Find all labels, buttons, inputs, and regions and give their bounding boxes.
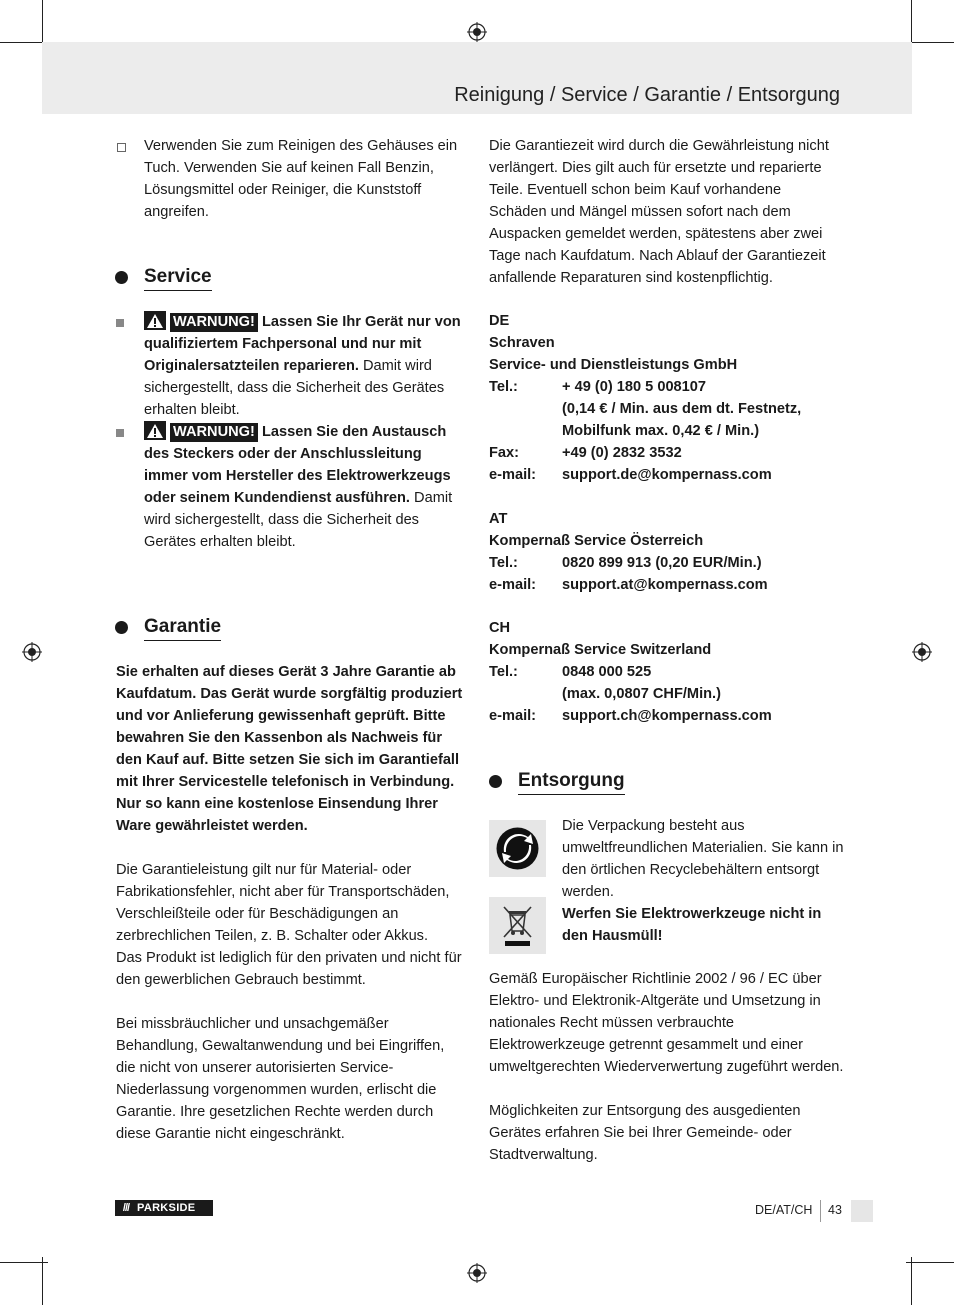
crop-mark	[42, 1257, 43, 1305]
garantie-paragraph: Bei missbräuchlicher und unsachgemäßer Behandlung, Gewaltanwendung und bei Eingriffen, die nicht von unserer autorisierten Service-Niederlassung vorgenommen wurden, erlischt die Garantie. Ihre gesetzlichen Rechte werden durch diese Garantie nicht eingeschränkt.	[116, 1016, 445, 1142]
contact-label: e-mail:	[489, 467, 537, 483]
registration-mark-icon	[22, 642, 42, 662]
disposal-section	[489, 968, 844, 1166]
crop-mark	[42, 0, 43, 48]
weee-warning	[562, 903, 832, 947]
registration-mark-icon	[912, 642, 932, 662]
service-warning-1	[144, 311, 466, 421]
crop-mark	[0, 1262, 48, 1263]
parkside-logo: /// PARKSIDE	[115, 1200, 213, 1216]
contact-note: Mobilfunk max. 0,42 € / Min.)	[562, 423, 760, 439]
warning-triangle-icon	[144, 421, 166, 440]
garantie-heading: Garantie	[144, 616, 221, 641]
garantie-paragraph: Das Produkt ist lediglich für den privaten und nicht für den gewerblichen Gebrauch bestimmt.	[116, 950, 462, 988]
contact-email: support.ch@kompernass.com	[562, 708, 772, 724]
contact-label: e-mail:	[489, 577, 537, 593]
warning-triangle-icon	[144, 311, 166, 330]
page-title: Reinigung / Service / Garantie / Entsorgung	[454, 84, 840, 106]
crop-mark	[911, 1257, 912, 1305]
section-bullet	[115, 271, 128, 284]
warning-text: Damit wird sichergestellt, dass die Sicherheit des Gerätes erhalten bleibt.	[144, 490, 453, 550]
contact-label: Fax:	[489, 445, 520, 461]
contact-name: Schraven	[489, 335, 555, 351]
warning-label: WARNUNG!	[170, 313, 258, 332]
garantie-section	[116, 661, 466, 1145]
warning-text: Damit wird sichergestellt, dass die Sicherheit des Gerätes erhalten bleibt.	[144, 358, 445, 418]
contact-de	[489, 310, 859, 486]
contact-phone: + 49 (0) 180 5 008107	[562, 379, 707, 395]
page-tab	[851, 1200, 873, 1222]
service-heading: Service	[144, 266, 212, 291]
contact-phone: 0848 000 525	[562, 664, 652, 680]
contact-label: Tel.:	[489, 379, 518, 395]
list-bullet	[117, 143, 126, 152]
list-bullet	[116, 319, 124, 327]
warning-bold-text: Lassen Sie Ihr Gerät nur von qualifiziertem Fachpersonal und nur mit Originalersatzteilen reparieren.	[144, 314, 461, 374]
crossed-bin-icon	[489, 897, 546, 954]
contact-note: (0,14 € / Min. aus dem dt. Festnetz,	[562, 401, 802, 417]
cleaning-text: Verwenden Sie zum Reinigen des Gehäuses ein Tuch. Verwenden Sie auf keinen Fall Benzin, Lösungsmittel oder Reiniger, die Kunststoff angreifen.	[144, 138, 458, 220]
garantie-continuation	[489, 135, 841, 289]
brand-name: PARKSIDE	[137, 1202, 196, 1214]
contact-ch	[489, 617, 859, 727]
crop-mark	[906, 1262, 954, 1263]
page-number: 43	[828, 1203, 842, 1217]
contact-name: Kompernaß Service Switzerland	[489, 642, 712, 658]
garantie-paragraph: Die Garantieleistung gilt nur für Material- oder Fabrikationsfehler, nicht aber für Transportschäden, Verschleißteile oder für Beschädigungen an zerbrechlichen Teilen, z. B. Schalter oder Akkus.	[116, 862, 450, 944]
registration-mark-icon	[467, 1263, 487, 1283]
contact-name: Kompernaß Service Österreich	[489, 533, 704, 549]
contact-country: DE	[489, 313, 510, 329]
cleaning-instruction	[144, 135, 466, 223]
recycle-icon	[489, 820, 546, 877]
contact-email: support.at@kompernass.com	[562, 577, 768, 593]
service-warning-2	[144, 421, 466, 553]
section-bullet	[115, 621, 128, 634]
garantie-bold-text: Sie erhalten auf dieses Gerät 3 Jahre Garantie ab Kaufdatum. Das Gerät wurde sorgfältig produziert und vor Anlieferung gewissenhaft geprüft. Bitte bewahren Sie den Kassenbon als Nachweis für den Kauf auf. Bitte setzen Sie sich im Garantiefall mit Ihrer Servicestelle telefonisch in Verbindung. Nur so kann eine kostenlose Einsendung Ihrer Ware gewährleistet werden.	[116, 664, 463, 834]
directive-text: Gemäß Europäischer Richtlinie 2002 / 96 / EC über Elektro- und Elektronik-Altgeräte und Umsetzung in nationales Recht müssen verbrauchte Elektrowerkzeuge getrennt gesammelt und einer umweltgerechten Wiederverwertung zugeführt werden.	[489, 971, 844, 1075]
recycle-info	[562, 815, 847, 903]
list-bullet	[116, 429, 124, 437]
contact-label: Tel.:	[489, 664, 518, 680]
contact-country: CH	[489, 620, 511, 636]
footer-divider	[820, 1200, 821, 1222]
contact-label: Tel.:	[489, 555, 518, 571]
contact-phone: 0820 899 913 (0,20 EUR/Min.)	[562, 555, 762, 571]
contact-country: AT	[489, 511, 508, 527]
contact-label: e-mail:	[489, 708, 537, 724]
recycle-text: Die Verpackung besteht aus umweltfreundlichen Materialien. Sie kann in den örtlichen Recyclebehältern entsorgt werden.	[562, 818, 844, 900]
registration-mark-icon	[467, 22, 487, 42]
crop-mark	[906, 42, 954, 43]
contact-email: support.de@kompernass.com	[562, 467, 772, 483]
contact-at	[489, 508, 859, 596]
warning-label: WARNUNG!	[170, 423, 258, 442]
disposal-text: Möglichkeiten zur Entsorgung des ausgedienten Gerätes erfahren Sie bei Ihrer Gemeinde- oder Stadtverwaltung.	[489, 1103, 801, 1163]
contact-note: (max. 0,0807 CHF/Min.)	[562, 686, 721, 702]
warning-bold-text: Lassen Sie den Austausch des Steckers oder der Anschlussleitung immer vom Hersteller des Elektrowerkzeugs oder seinem Kundendienst ausführen.	[144, 424, 451, 506]
contact-fax: +49 (0) 2832 3532	[562, 445, 682, 461]
contact-name: Service- und Dienstleistungs GmbH	[489, 357, 738, 373]
entsorgung-heading: Entsorgung	[518, 770, 625, 795]
section-bullet	[489, 775, 502, 788]
weee-text: Werfen Sie Elektrowerkzeuge nicht in den Hausmüll!	[562, 906, 822, 944]
garantie-continued-text: Die Garantiezeit wird durch die Gewährleistung nicht verlängert. Dies gilt auch für ersetzte und reparierte Teile. Eventuell schon beim Kauf vorhandene Schäden und Mängel müssen sofort nach dem Auspacken gemeldet werden, spätestens aber zwei Tage nach Kaufdatum. Nach Ablauf der Garantiezeit anfallende Reparaturen sind kostenpflichtig.	[489, 138, 829, 286]
footer-language: DE/AT/CH	[755, 1203, 813, 1217]
crop-mark	[0, 42, 48, 43]
crop-mark	[911, 0, 912, 48]
